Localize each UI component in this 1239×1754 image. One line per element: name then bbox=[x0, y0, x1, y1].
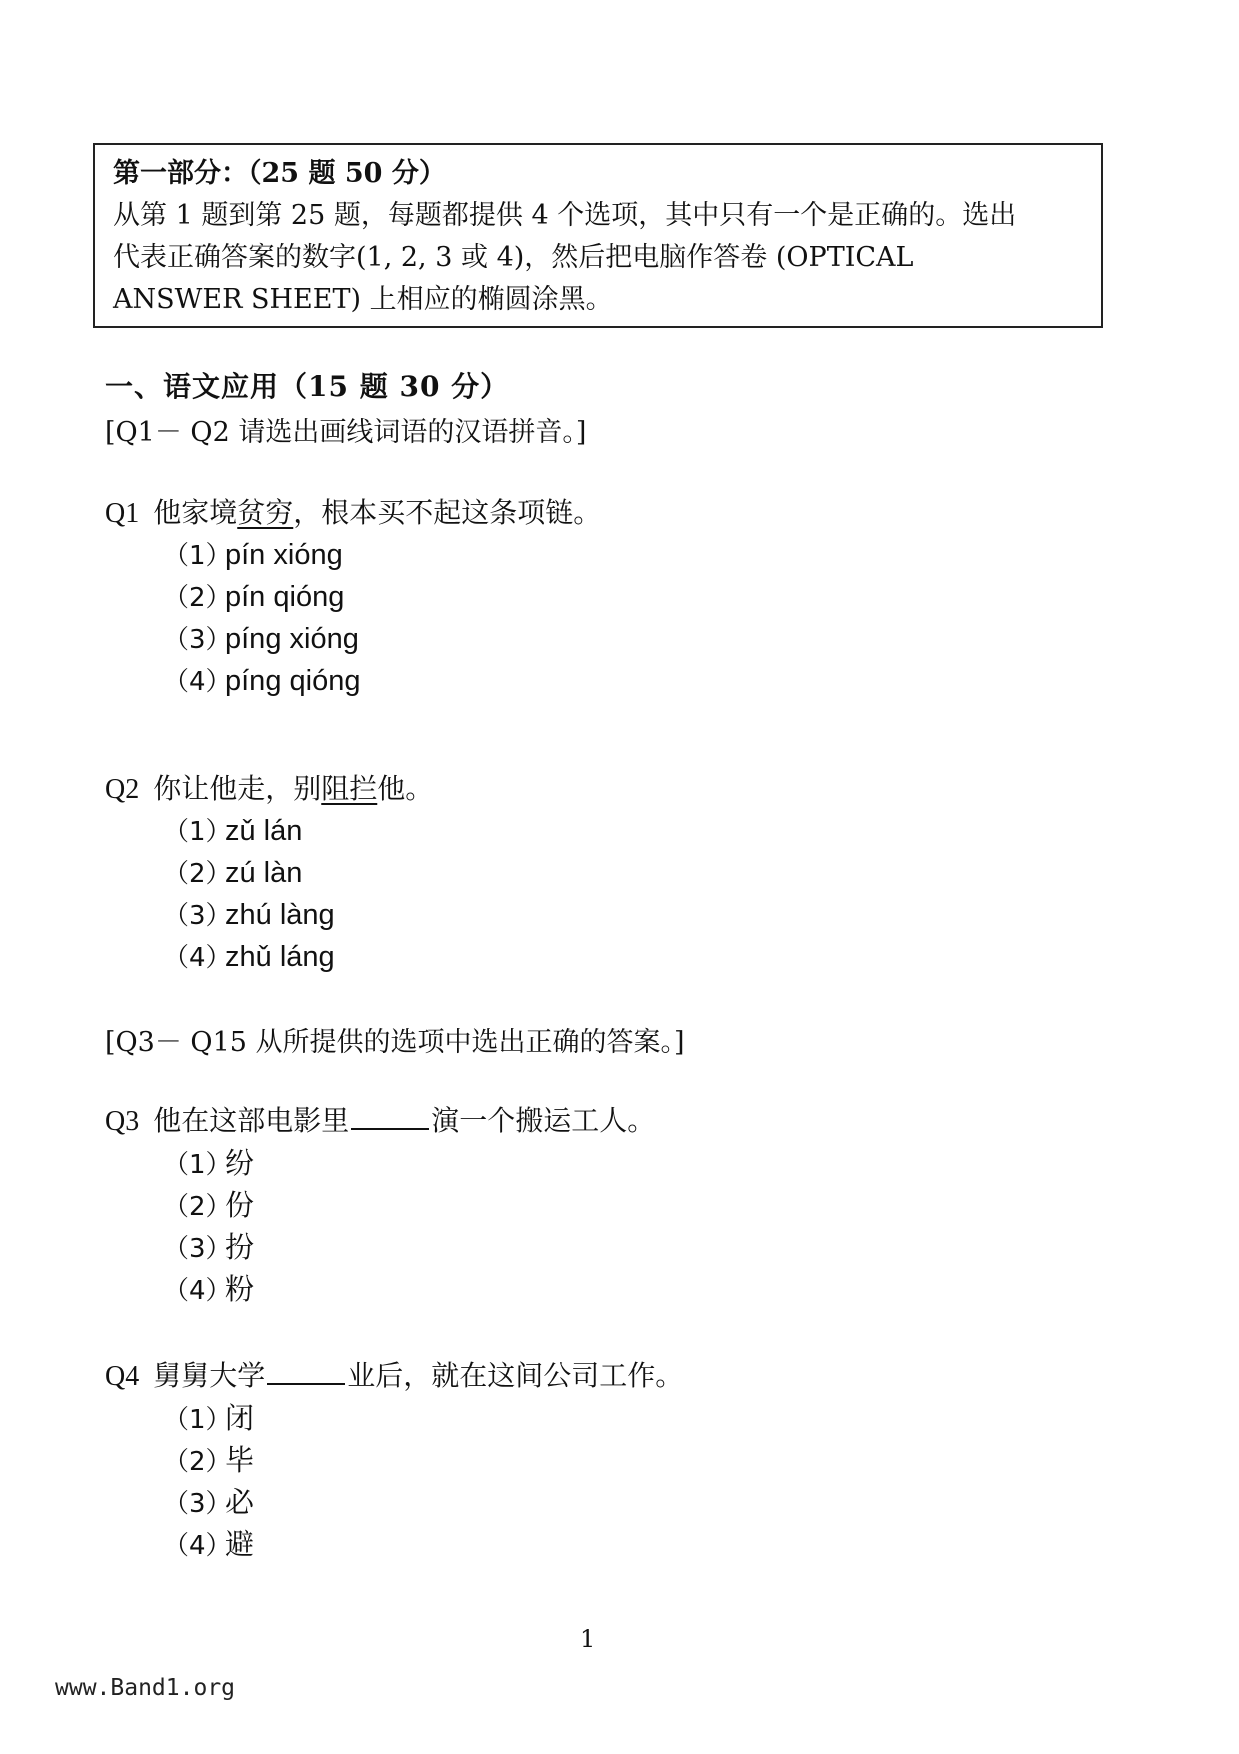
option-number: （4） bbox=[163, 1276, 232, 1306]
instruction-line-2: 代表正确答案的数字(1, 2, 3 或 4)，然后把电脑作答卷 (OPTICAL bbox=[113, 242, 914, 273]
underlined-word: 阻拦 bbox=[321, 772, 378, 805]
option-number: （2） bbox=[163, 1192, 232, 1222]
option-number: （1） bbox=[163, 1150, 232, 1180]
question-number: Q2 bbox=[105, 774, 140, 805]
stem-text: 演一个搬运工人。 bbox=[431, 1104, 656, 1137]
underlined-word: 贫穷 bbox=[237, 496, 294, 529]
option-number: （4） bbox=[163, 1531, 232, 1561]
instruction-line-1: 从第 1 题到第 25 题，每题都提供 4 个选项，其中只有一个是正确的。选出 bbox=[113, 200, 1017, 231]
option-number: （3） bbox=[163, 1234, 232, 1264]
option-1 bbox=[163, 810, 433, 852]
option-number: （2） bbox=[163, 583, 232, 613]
option-3 bbox=[163, 894, 433, 936]
option-number: （2） bbox=[163, 859, 232, 889]
option-4 bbox=[163, 936, 433, 978]
section-title: 一、语文应用（15 题 30 分） bbox=[105, 370, 510, 403]
question-q1 bbox=[105, 492, 601, 702]
question-number: Q1 bbox=[105, 498, 140, 529]
option-text: 必 bbox=[225, 1485, 255, 1519]
option-1 bbox=[163, 1397, 683, 1439]
option-text: pín qióng bbox=[225, 581, 345, 613]
option-text: 扮 bbox=[225, 1230, 255, 1264]
answer-blank bbox=[267, 1357, 345, 1385]
option-2 bbox=[163, 1184, 655, 1226]
question-stem bbox=[105, 492, 601, 534]
question-stem bbox=[105, 768, 433, 810]
option-text: 毕 bbox=[225, 1443, 255, 1477]
question-stem bbox=[105, 1100, 655, 1142]
question-q4 bbox=[105, 1355, 683, 1565]
option-3 bbox=[163, 1481, 683, 1523]
option-text: zhǔ láng bbox=[225, 941, 335, 973]
instruction-line-3: ANSWER SHEET) 上相应的椭圆涂黑。 bbox=[113, 284, 613, 315]
option-text: 纷 bbox=[225, 1146, 255, 1180]
option-4 bbox=[163, 1523, 683, 1565]
instruction-box bbox=[93, 143, 1103, 328]
option-text: 份 bbox=[225, 1188, 255, 1222]
option-text: pín xióng bbox=[225, 539, 343, 571]
question-stem bbox=[105, 1355, 683, 1397]
part-title: 第一部分：（25 题 50 分） bbox=[113, 158, 446, 189]
option-text: zhú làng bbox=[225, 899, 335, 931]
option-number: （4） bbox=[163, 667, 232, 697]
options-list bbox=[163, 810, 433, 978]
option-2 bbox=[163, 852, 433, 894]
options-list bbox=[163, 534, 601, 702]
stem-text: 他。 bbox=[377, 772, 434, 805]
stem-text: 你让他走，别 bbox=[153, 772, 322, 805]
option-number: （3） bbox=[163, 901, 232, 931]
stem-text: ，根本买不起这条项链。 bbox=[293, 496, 602, 529]
option-2 bbox=[163, 576, 601, 618]
option-1 bbox=[163, 1142, 655, 1184]
option-number: （1） bbox=[163, 1405, 232, 1435]
question-q2 bbox=[105, 768, 433, 978]
stem-text: 他在这部电影里 bbox=[153, 1104, 350, 1137]
option-text: 粉 bbox=[225, 1272, 255, 1306]
option-number: （2） bbox=[163, 1447, 232, 1477]
stem-text: 舅舅大学 bbox=[153, 1359, 266, 1392]
option-number: （3） bbox=[163, 625, 232, 655]
option-text: zǔ lán bbox=[225, 815, 303, 847]
stem-text: 他家境 bbox=[153, 496, 238, 529]
options-list bbox=[163, 1397, 683, 1565]
option-text: 避 bbox=[225, 1527, 255, 1561]
option-4 bbox=[163, 1268, 655, 1310]
options-list bbox=[163, 1142, 655, 1310]
note-q3-q15: [Q3－ Q15 从所提供的选项中选出正确的答案。] bbox=[105, 1027, 685, 1058]
footer-website[interactable]: www.Band1.org bbox=[55, 1675, 236, 1701]
question-number: Q4 bbox=[105, 1361, 140, 1392]
option-1 bbox=[163, 534, 601, 576]
answer-blank bbox=[351, 1102, 429, 1130]
page-number: 1 bbox=[580, 1625, 596, 1653]
question-q3 bbox=[105, 1100, 655, 1310]
option-number: （3） bbox=[163, 1489, 232, 1519]
option-text: 闭 bbox=[225, 1401, 255, 1435]
option-text: zú làn bbox=[225, 857, 303, 889]
option-2 bbox=[163, 1439, 683, 1481]
option-number: （1） bbox=[163, 817, 232, 847]
stem-text: 业后，就在这间公司工作。 bbox=[347, 1359, 684, 1392]
option-3 bbox=[163, 618, 601, 660]
note-q1-q2: [Q1－ Q2 请选出画线词语的汉语拼音。] bbox=[105, 417, 587, 448]
question-number: Q3 bbox=[105, 1106, 140, 1137]
option-text: píng qióng bbox=[225, 665, 361, 697]
option-4 bbox=[163, 660, 601, 702]
option-text: píng xióng bbox=[225, 623, 359, 655]
option-3 bbox=[163, 1226, 655, 1268]
option-number: （4） bbox=[163, 943, 232, 973]
option-number: （1） bbox=[163, 541, 232, 571]
